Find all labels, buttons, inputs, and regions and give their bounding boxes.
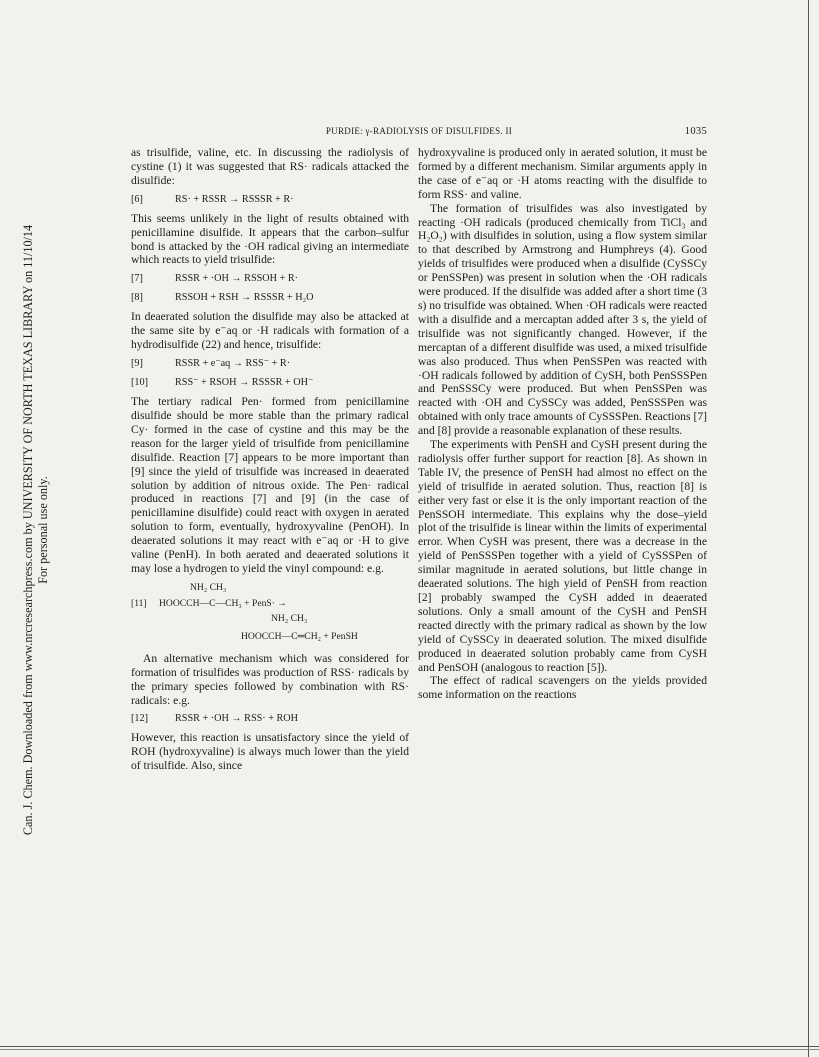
equation-number: [10] [131, 377, 148, 389]
equation-11-structure [131, 582, 409, 648]
paragraph: The formation of trisulfides was also investigated by reacting ·OH radicals (produced chemically from TiCl₃ and H₂O₂) with disulfides in solution, using a flow system similar to that described by Armstrong and Humphreys (4). Good yields of trisulfides were produced when a disulfide (CySSCy or PenSSPen) was present in solution when the ·OH radicals were produced. If the disulfide was added after a short time (3 s) no trisulfide was obtained. When ·OH radicals were reacted with a disulfide and a mercaptan added after 3 s, the yield of trisulfide was not significantly changed. However, if the mercaptan of a different disulfide was used, a mixed trisulfide was also produced. Thus when PenSSPen was reacted with ·OH radicals followed by addition of CySH, both PenSSSPen and PenSSSCy were produced. But when PenSSPen was reacted with ·OH and CySSCy was added, PenSSSPen was obtained with only trace amounts of CySSSPen. Reactions [7] and [8] provide a reasonable explanation of these results. [418, 201, 707, 438]
equation-number: [6] [131, 193, 143, 205]
scan-border-bottom-inner [0, 1049, 819, 1050]
watermark-line-1: Can. J. Chem. Downloaded from www.nrcresearchpress.com by UNIVERSITY OF NORTH TEXAS LIBRARY on 11/10/14 [21, 224, 35, 836]
equation-text: RSSR + ·OH → RSS· + ROH [175, 713, 299, 725]
paragraph: An alternative mechanism which was considered for formation of trisulfides was production of RSS· radicals by the primary species followed by combination with RS· radicals: e.g. [131, 651, 409, 707]
paragraph: as trisulfide, valine, etc. In discussing the radiolysis of cystine (1) it was suggested that RS· radicals attacked the disulfide: [131, 146, 409, 187]
equation-7 [131, 272, 409, 285]
equation-9 [131, 357, 409, 370]
structure-reactant: HOOCCH—C—CH₃ + PenS· → [159, 597, 287, 609]
running-title: PURDIE: γ-RADIOLYSIS OF DISULFIDES. II [325, 126, 513, 136]
paragraph: However, this reaction is unsatisfactory since the yield of ROH (hydroxyvaline) is always much lower than the yield of trisulfide. Also, since [131, 731, 409, 773]
equation-text: RSSR + e⁻aq → RSS⁻ + R· [175, 358, 291, 370]
paragraph: The experiments with PenSH and CySH present during the radiolysis offer further support for reaction [8]. As shown in Table IV, the presence of PenSH had almost no effect on the yield of trisulfide in aerated solution. Thus, reaction [8] is either very fast or else it is the only important reaction of the PenSSOH intermediate. This explains why the dose–yield plot of the trisulfide is linear within the limits of experimental error. When CySH was present, there was a decrease in the yield of PenSSSPen together with a yield of CySSSPen of similar magnitude in aerated solutions, but little change in deaerated solutions. The high yield of PenSH from reaction [2] probably swamped the CySH added in deaerated solutions. Only a small amount of the CySH and PenSH reacted directly with the primary radical as shown by the low yield of CySSCy in deaerated solution. The mixed disulfide produced in deaerated solution probably came from CySH and PenSOH (analogous to reaction [5]). [418, 438, 707, 674]
equation-text: RSS⁻ + RSOH → RSSSR + OH⁻ [175, 377, 314, 389]
equation-text: RSSR + ·OH → RSSOH + R· [175, 273, 299, 285]
equation-number: [8] [131, 292, 143, 304]
paragraph: In deaerated solution the disulfide may also be attacked at the same site by e⁻aq or ·H radicals with formation of a hydrodisulfide (22) and hence, trisulfide: [131, 310, 409, 352]
structure-substituents: NH₂ CH₃ [271, 612, 308, 624]
equation-12 [131, 712, 409, 725]
download-watermark [4, 150, 50, 910]
equation-8 [131, 291, 409, 304]
equation-text: RS· + RSSR → RSSSR + R· [175, 193, 294, 205]
paragraph: hydroxyvaline is produced only in aerated solution, it must be formed by a different mechanism. Similar arguments apply in the case of e⁻aq or ·H atoms reacting with the disulfide to form RSS· and valine. [418, 146, 707, 201]
structure-substituents: NH₂ CH₃ [190, 581, 227, 593]
equation-number: [9] [131, 358, 143, 370]
equation-text: RSSOH + RSH → RSSSR + H₂O [175, 292, 314, 304]
equation-number: [7] [131, 273, 143, 285]
page-number: 1035 [684, 126, 707, 137]
left-column [131, 146, 409, 773]
paragraph: The tertiary radical Pen· formed from penicillamine disulfide should be more stable than the primary radical Cy· formed in the case of cystine and this may be the reason for the larger yield of trisulfide from penicillamine disulfide. Reaction [7] appears to be more important than [9] since the yield of trisulfide was increased in deaerated solution by addition of nitrous oxide. The Pen· radical produced in reactions [7] and [9] (in the case of penicillamine disulfide) could react with oxygen in aerated solution to form, eventually, hydroxyvaline (PenOH). In deaerated solutions it may react with e⁻aq or ·H to give valine (PenH). In both aerated and deaerated solutions it may lose a hydrogen to yield the vinyl compound: e.g. [131, 395, 409, 575]
running-header [131, 126, 707, 140]
scan-border-bottom [0, 1046, 819, 1047]
equation-number: [11] [131, 597, 147, 609]
structure-product: HOOCCH—C═CH₂ + PenSH [241, 630, 358, 642]
equation-10 [131, 376, 409, 389]
paragraph: The effect of radical scavengers on the yields provided some information on the reactions [418, 674, 707, 702]
equation-number: [12] [131, 713, 148, 725]
equation-6 [131, 193, 409, 206]
scan-border-right [808, 0, 809, 1057]
right-column [418, 146, 707, 702]
paragraph: This seems unlikely in the light of results obtained with penicillamine disulfide. It appears that the carbon–sulfur bond is attacked by the ·OH radical giving an intermediate which reacts to yield trisulfide: [131, 211, 409, 267]
watermark-line-2: For personal use only. [36, 476, 50, 584]
